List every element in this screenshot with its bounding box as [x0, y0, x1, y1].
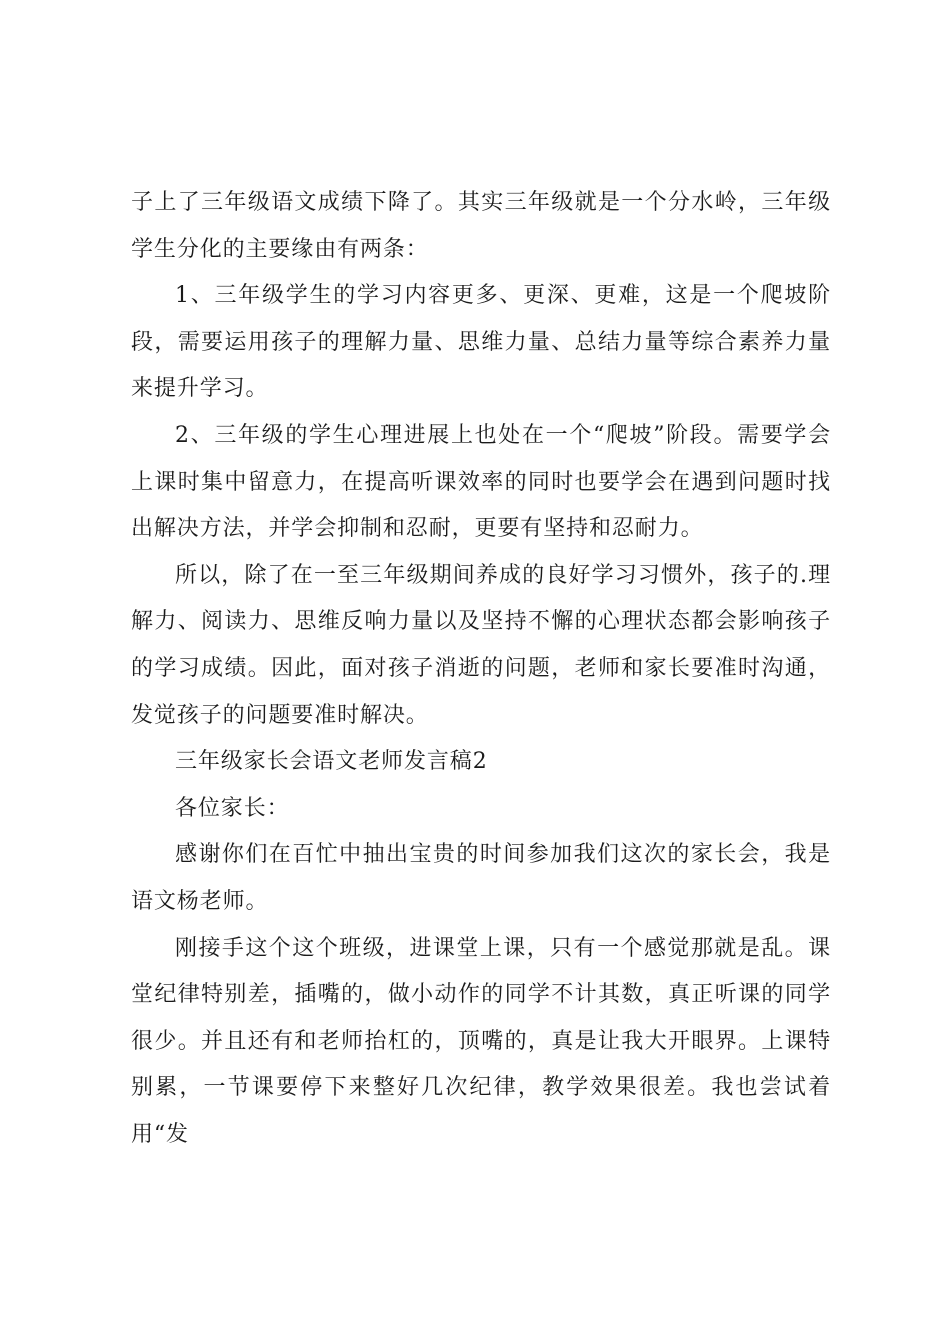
document-body: [131, 180, 831, 1158]
section-heading: 三年级家长会语文老师发言稿2: [175, 749, 488, 775]
paragraph-reason-1: 1、三年级学生的学习内容更多、更深、更难，这是一个爬坡阶段，需要运用孩子的理解力量、思维力量、总结力量等综合素养力量来提升学习。: [131, 283, 831, 402]
paragraph-conclusion: 所以，除了在一至三年级期间养成的良好学习习惯外，孩子的.理解力、阅读力、思维反响力量以及坚持不懈的心理状态都会影响孩子的学习成绩。因此，面对孩子消逝的问题，老师和家长要准时沟通，发觉孩子的问题要准时解决。: [131, 562, 831, 728]
paragraph-reason-2: 2、三年级的学生心理进展上也处在一个“爬坡”阶段。需要学会上课时集中留意力，在提高听课效率的同时也要学会在遇到问题时找出解决方法，并学会抑制和忍耐，更要有坚持和忍耐力。: [131, 422, 831, 542]
paragraph-thanks: 感谢你们在百忙中抽出宝贵的时间参加我们这次的家长会，我是语文杨老师。: [131, 842, 831, 914]
paragraph-class-situation: 刚接手这个这个班级，进课堂上课，只有一个感觉那就是乱。课堂纪律特别差，插嘴的，做小动作的同学不计其数，真正听课的同学很少。并且还有和老师抬杠的，顶嘴的，真是让我大开眼界。上课特别累，一节课要停下来整好几次纪律，教学效果很差。我也尝试着用“发: [131, 935, 831, 1147]
salutation: 各位家长：: [175, 795, 290, 821]
paragraph-continuation: 子上了三年级语文成绩下降了。其实三年级就是一个分水岭，三年级学生分化的主要缘由有两条：: [131, 190, 831, 262]
